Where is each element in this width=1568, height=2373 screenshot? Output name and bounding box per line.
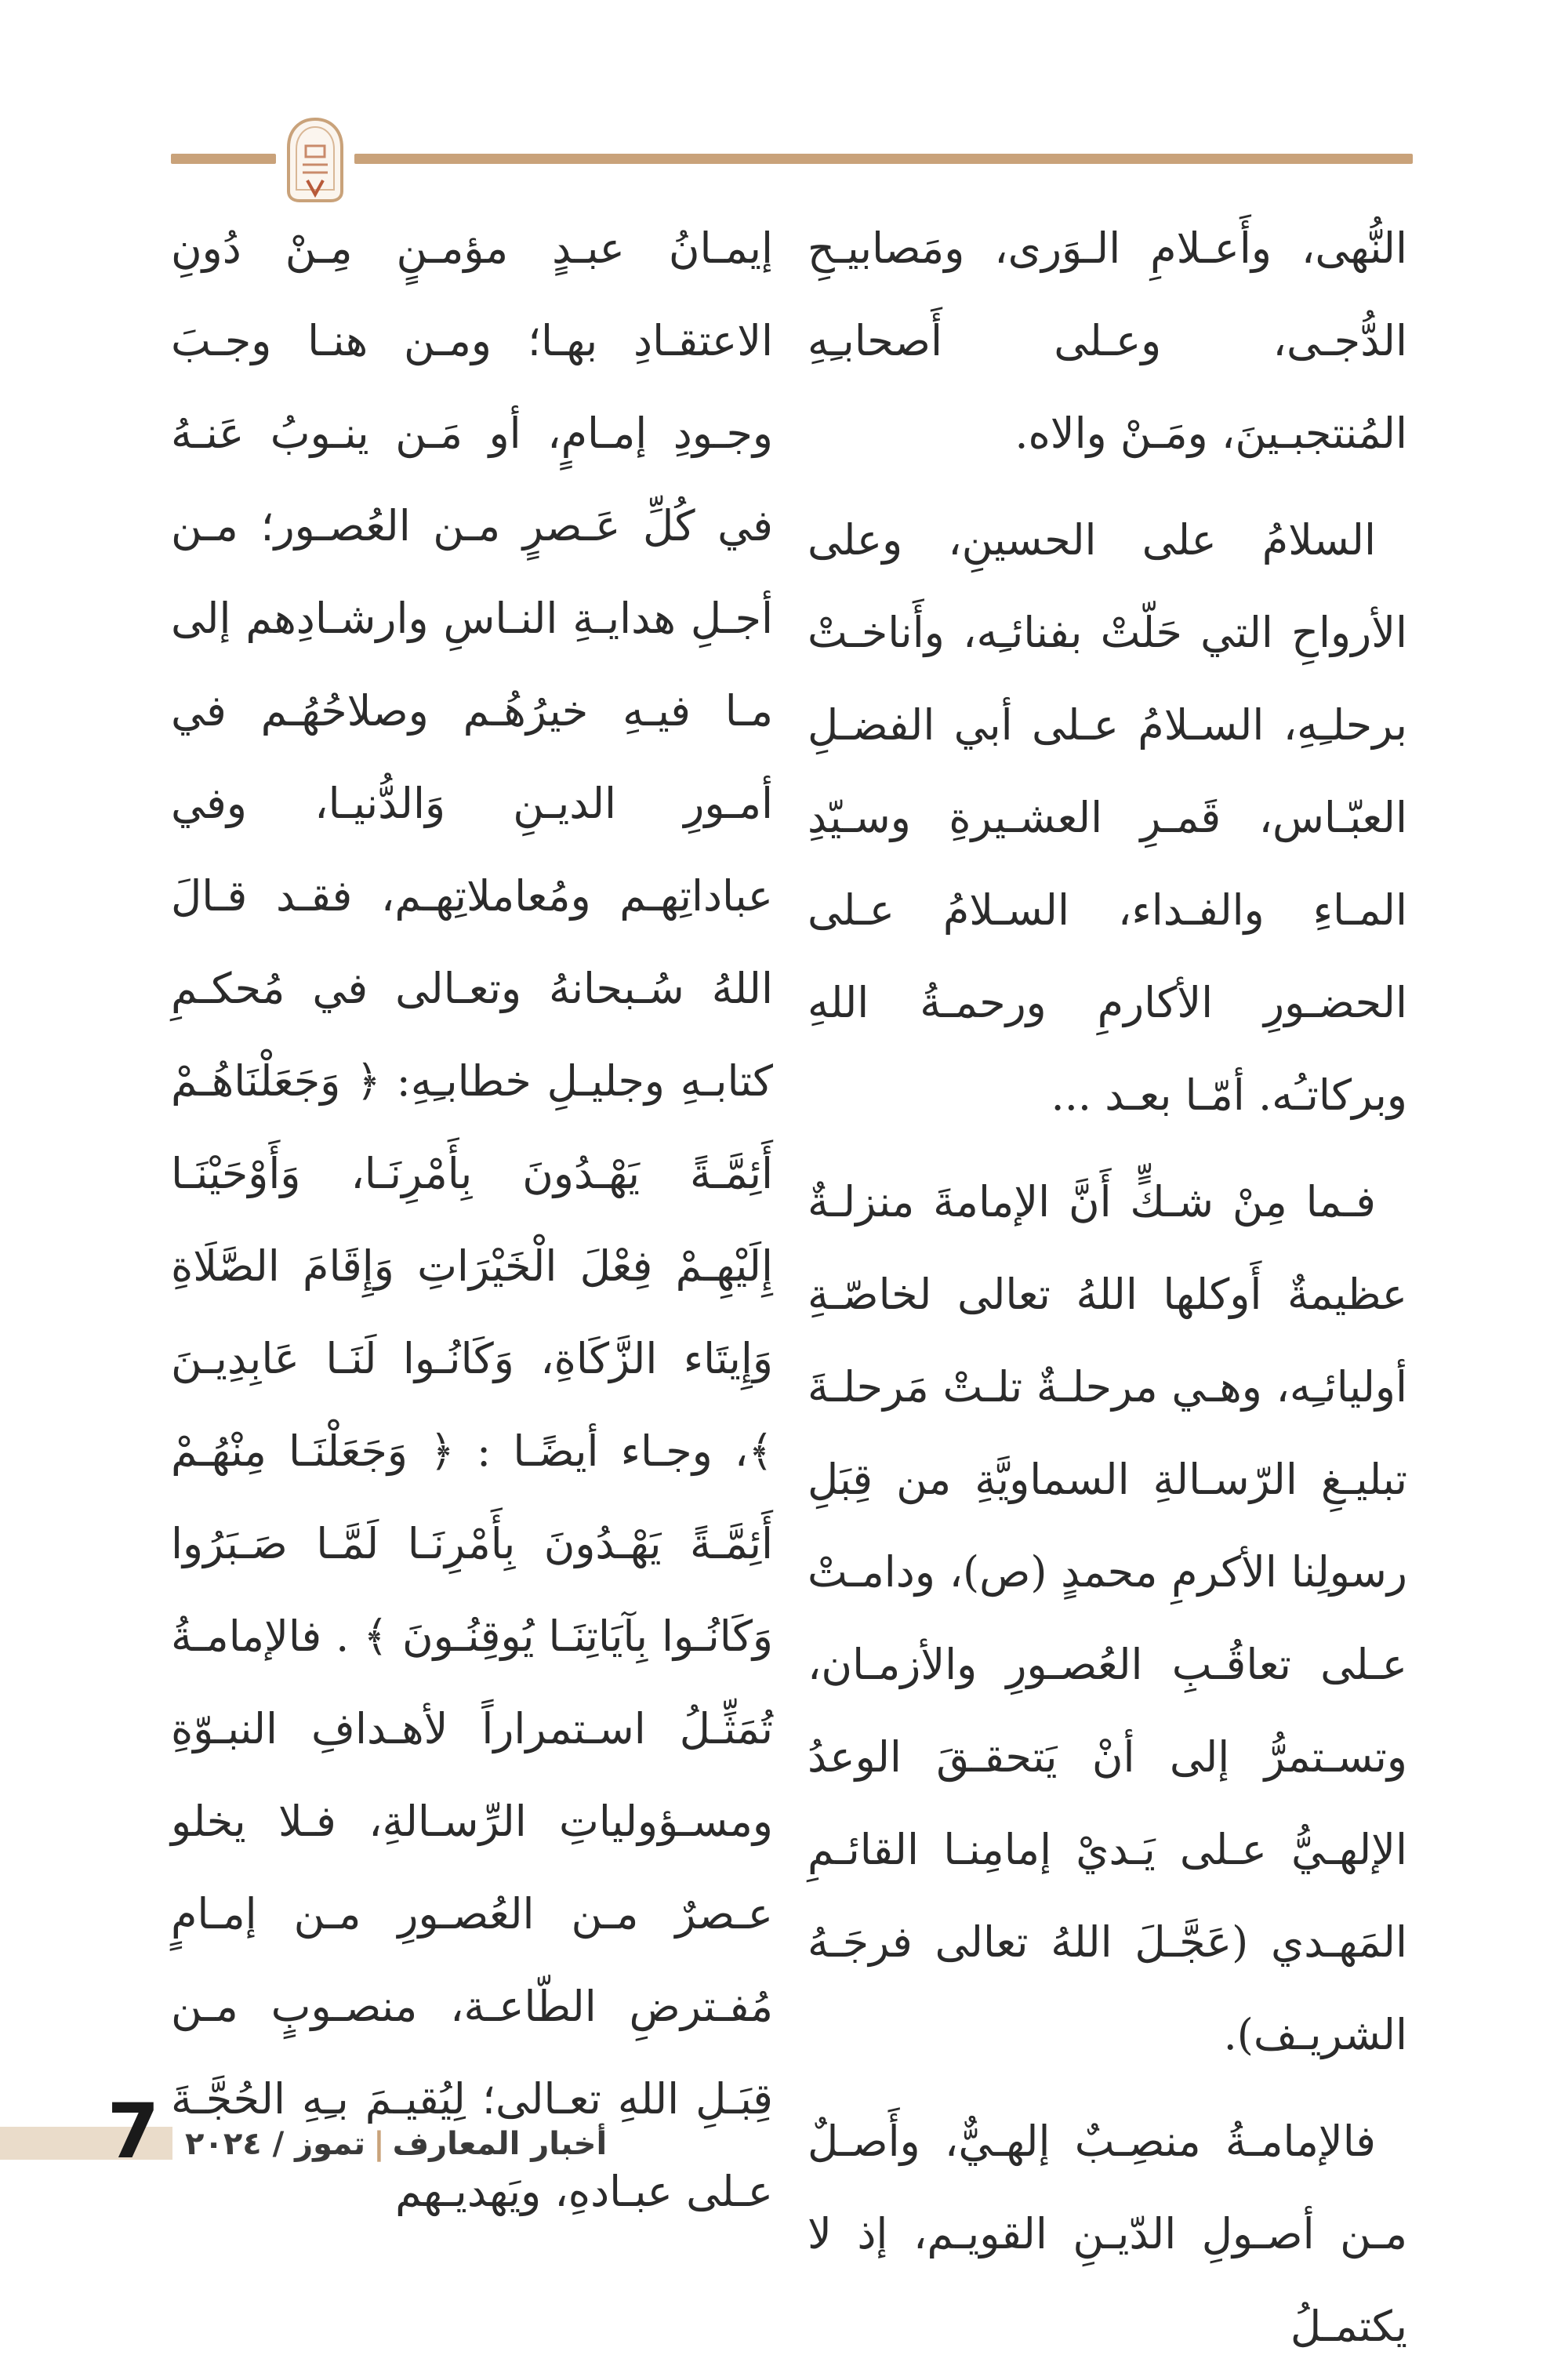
connector-text: ، وجـاء أيضًـا : (476, 1426, 749, 1476)
magazine-name: أخبار المعارف (392, 2126, 608, 2162)
quran-verse: ﴿ وَجَعَلْنَـا مِنْهُـمْ أَئِمَّـةً يَهْـدُونَ بِأَمْرِنَـا لَمَّـا صَـبَرُوا وَكَانُـوا بِآيَاتِنَـا يُوقِنُـونَ ﴾ (171, 1426, 774, 1661)
paragraph (171, 202, 773, 2238)
paragraph: السلامُ على الحسينِ، وعلى الأرواحِ التي حَلّتْ بفنائـِه، وأَناخـتْ برحلـِهِ، السـلامُ عـلى أبي الفضـلِ العبّـاس، قَمـرِ العشـيرةِ وسـيّدِ المـاءِ والفـداء، السـلامُ عـلى الحضـورِ الأكارمِ ورحمـةُ اللهِ وبركاتـُه. أمّـا بعـد ... (808, 515, 1407, 1120)
footer-separator: | (373, 2126, 385, 2162)
issue-date: تموز / ٢٠٢٤ (185, 2126, 366, 2162)
header-rule-right (354, 154, 1413, 164)
ornamental-emblem-icon (284, 116, 347, 204)
paragraph: فالإمامـةُ منصِـبٌ إلهـيٌّ، وأَصـلٌ مـن أصـولِ الدّيـنِ القويـم، إذ لا يكتمـلُ (808, 2117, 1407, 2351)
page-number: 7 (107, 2088, 160, 2175)
paragraph-text: إيمـانُ عبـدٍ مؤمـنٍ مِـنْ دُونِ الاعتقـادِ بهـا؛ ومـن هنـا وجـبَ وجـودِ إمـامٍ، أو مَـن ينـوبُ عَنـهُ في كُلِّ عَـصرٍ مـن العُصـور؛ مـن أجـلِ هدايـةِ النـاسِ وارشـادِهم إلى مـا فيـهِ خيرُهُـم وصلاحُهُـم في أمـورِ الديـنِ وَالدُّنيـا، وفي عباداتِهـم ومُعاملاتِهـم، فقـد قـالَ اللهُ سُـبحانهُ وتعـالى في مُحكـمِ كتابـهِ وجليـلِ خطابـِهِ: (171, 223, 773, 1106)
paragraph: فـما مِنْ شـكٍّ أَنَّ الإمامةَ منزلـةٌ عظيمةٌ أَوكلها اللهُ تعالى لخاصّـةِ أوليائـِه، وهـي مرحلـةٌ تلـتْ مَرحلـةَ تبليـغِ الرّسـالةِ السماويَّةِ من قِبَلِ رسولِنا الأكرمِ محمدٍ (ص)، ودامـتْ عـلى تعاقُـبِ العُصـورِ والأزمـان، وتسـتمرُّ إلى أنْ يَتحقـقَ الوعدُ الإلهـيُّ عـلى يَـديْ إمامِنـا القائـمِ المَهـدي (عَجَّـلَ اللهُ تعالى فرجَـهُ الشريـف). (808, 1177, 1407, 2059)
quran-verse: ﴿ وَجَعَلْنَاهُـمْ أَئِمَّـةً يَهْـدُونَ بِأَمْرِنَـا، وَأَوْحَيْنَـا إِلَيْهِـمْ فِعْلَ الْخَيْرَاتِ وَإِقَامَ الصَّلَاةِ وَإِيتَاء الزَّكَاةِ، وَكَانُـوا لَنَـا عَابِدِيـنَ ﴾ (171, 1056, 774, 1476)
right-text-column (808, 202, 1407, 2351)
paragraph-text: . فالإمامـةُ تُمَثِّـلُ اسـتمراراً لأهـدافِ النبـوّةِ ومسـؤولياتِ الرِّسـالةِ، فـلا يخلو عـصرٌ مـن العُصـورِ مـن إمـامٍ مُفـترضِ الطّاعـة، منصـوبٍ مـن قِبَـلِ اللهِ تعـالى؛ لِيُقيـمَ بـِهِ الحُجَّـةَ عـلى عبـادهِ، ويَهديـهم (171, 1612, 773, 2216)
footer-publication-info (185, 2120, 607, 2168)
paragraph: النُّهى، وأَعـلامِ الـوَرى، ومَصابيـحِ الدُّجـى، وعـلى أَصحابـِهِ المُنتجبـينَ، ومَـنْ والاه. (808, 223, 1407, 458)
header-rule-left (171, 154, 276, 164)
